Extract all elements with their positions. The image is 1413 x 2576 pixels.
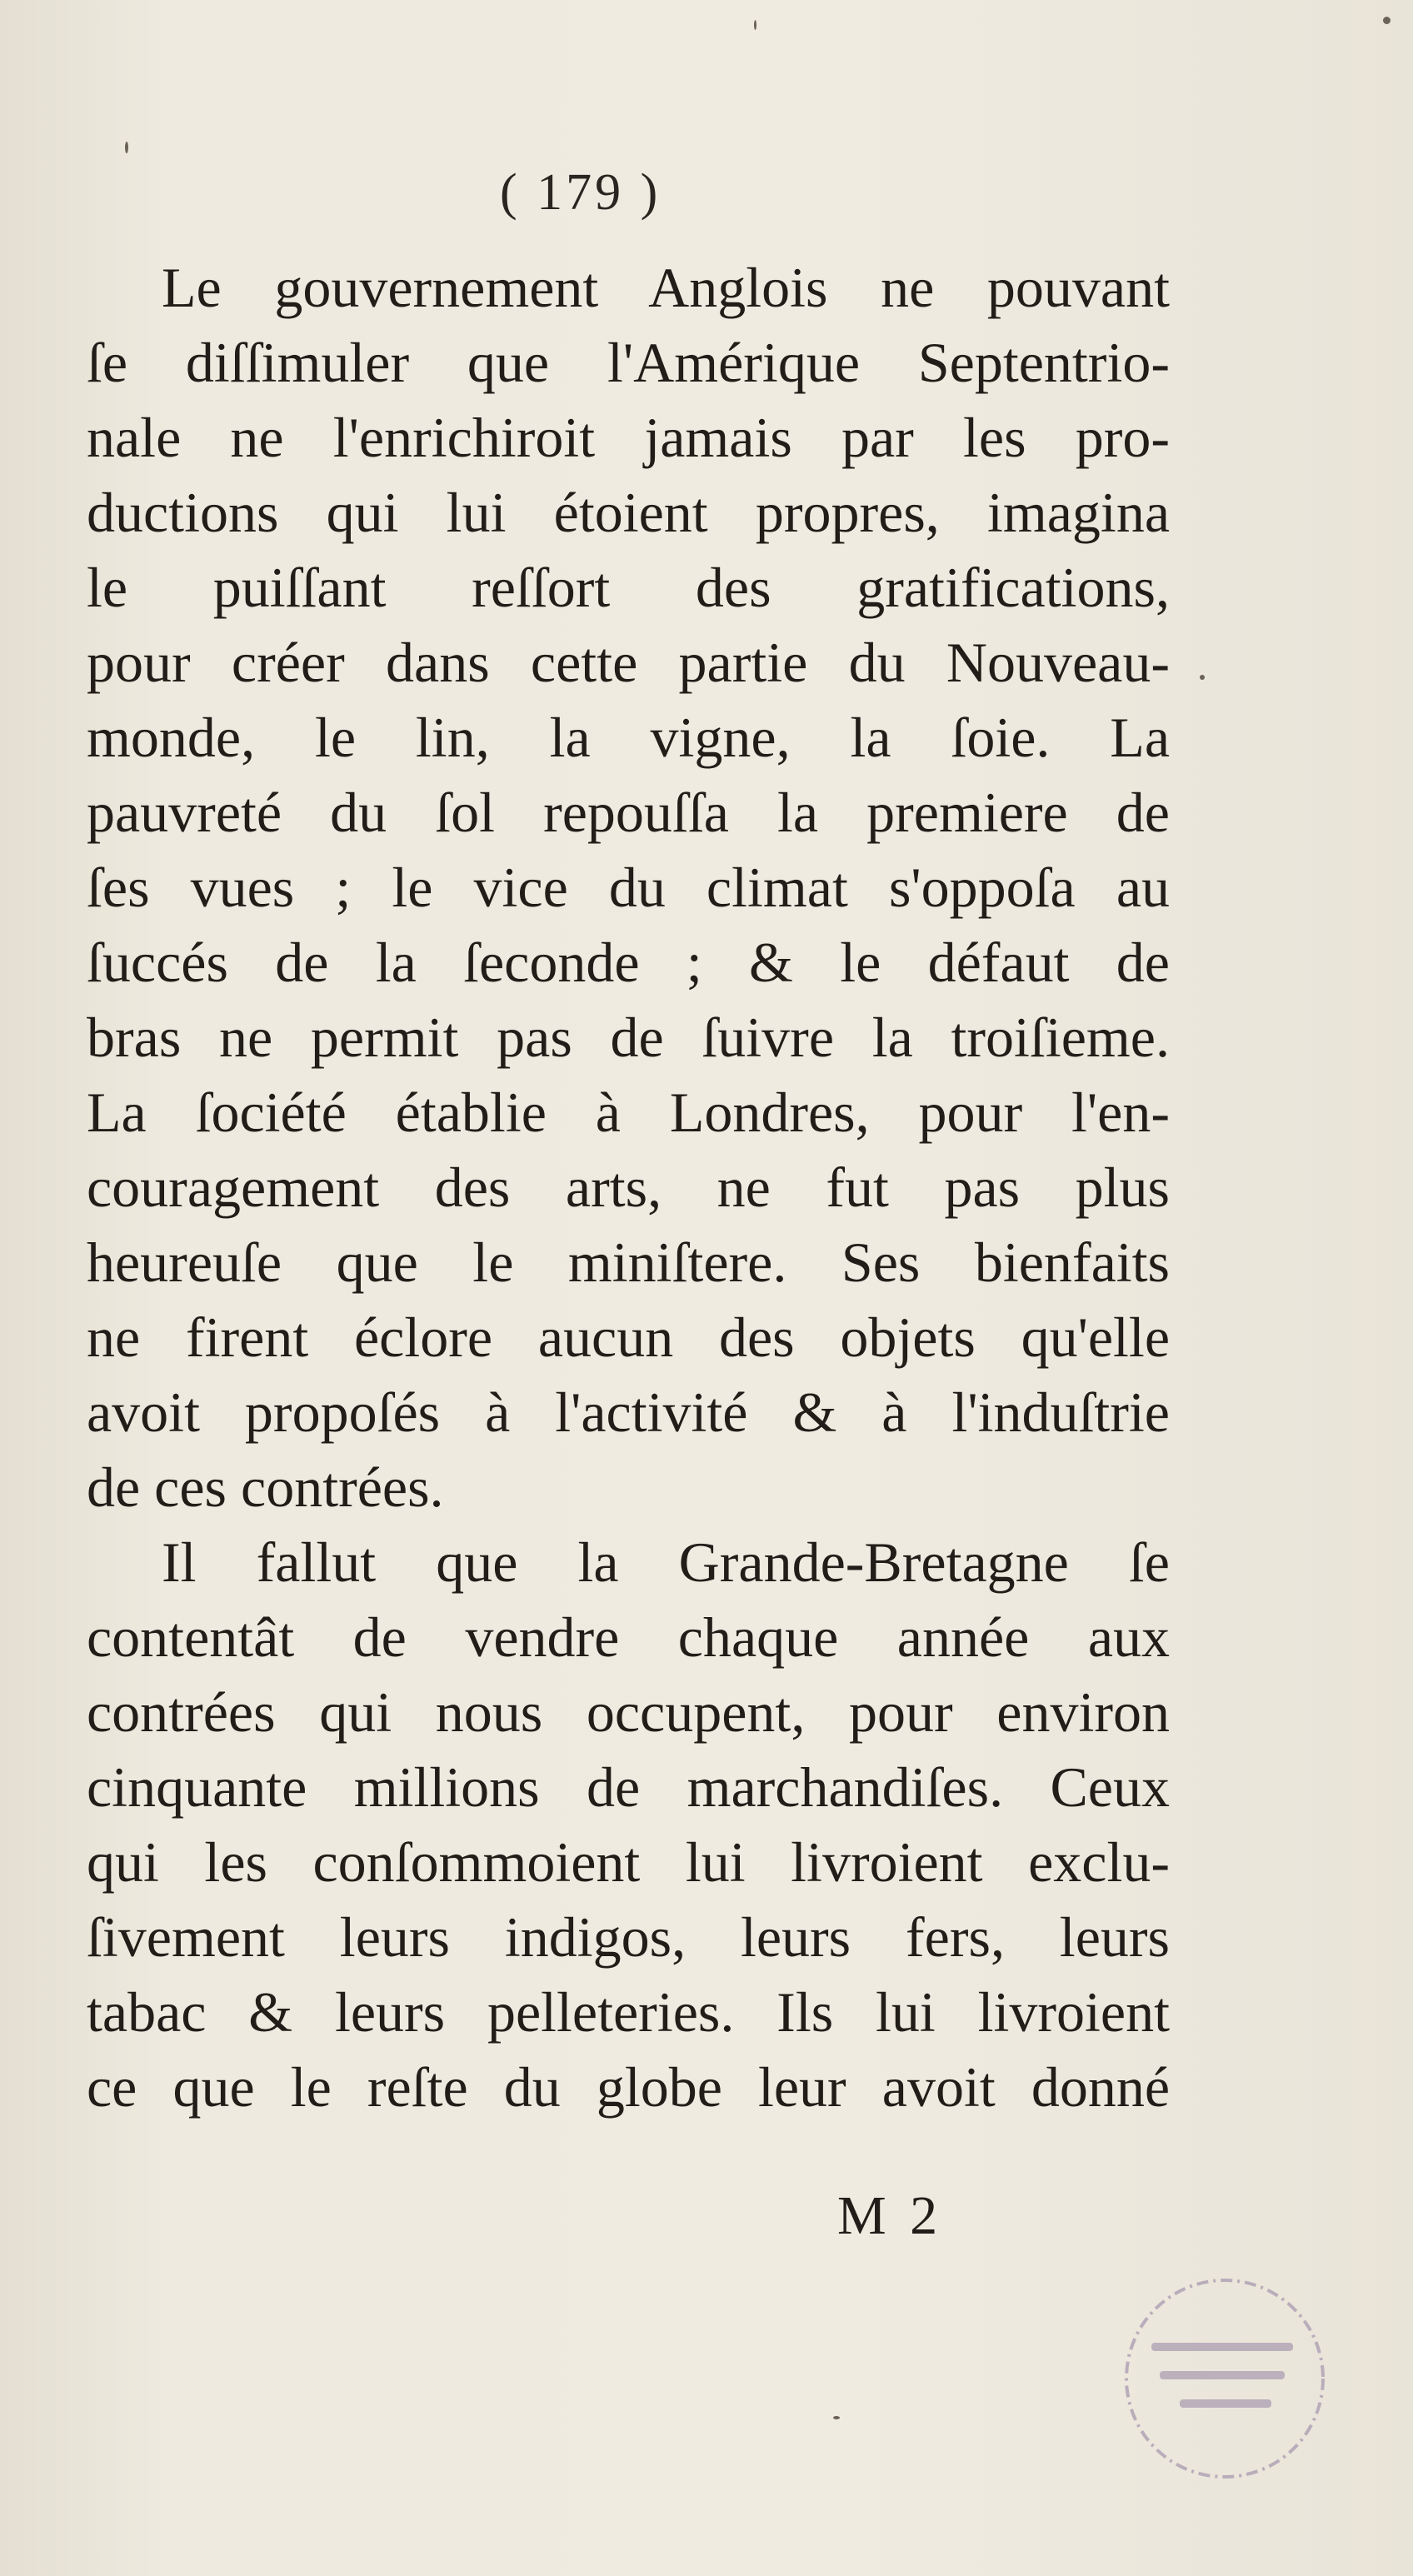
text-line: de ces contrées. [87, 1455, 444, 1519]
page-number: ( 179 ) [500, 164, 662, 221]
text-line: ſe diſſimuler que l'Amérique Septentrio- [87, 331, 1170, 394]
text-line: monde, le lin, la vigne, la ſoie. La [87, 706, 1170, 769]
paper-mark [125, 142, 128, 153]
text-line: contrées qui nous occupent, pour environ [87, 1680, 1170, 1744]
text-line: La ſociété établie à Londres, pour l'en- [87, 1081, 1170, 1144]
signature-mark: M 2 [837, 2185, 943, 2246]
paper-mark [833, 2416, 840, 2419]
paper-mark [1383, 17, 1391, 24]
text-line: bras ne permit pas de ſuivre la troiſieme. [87, 1006, 1170, 1069]
text-line: tabac & leurs pelleteries. Ils lui livroient [87, 1980, 1170, 2044]
text-line: heureuſe que le miniſtere. Ses bienfaits [87, 1231, 1170, 1294]
text-line: ne firent éclore aucun des objets qu'elle [87, 1305, 1170, 1369]
text-line: pour créer dans cette partie du Nouveau- [87, 631, 1170, 694]
text-line: Il fallut que la Grande-Bretagne ſe [162, 1530, 1170, 1594]
text-line: contentât de vendre chaque année aux [87, 1605, 1170, 1669]
paper-mark [754, 20, 756, 30]
body-text [87, 250, 1170, 2124]
text-line: qui les conſommoient lui livroient exclu- [87, 1830, 1170, 1894]
text-line: Le gouvernement Anglois ne pouvant [162, 256, 1170, 319]
text-line: cinquante millions de marchandiſes. Ceux [87, 1755, 1170, 1819]
library-stamp [1100, 2266, 1350, 2491]
text-line: avoit propoſés à l'activité & à l'induſtrie [87, 1380, 1170, 1444]
text-line: ce que le reſte du globe leur avoit donné [87, 2055, 1170, 2119]
text-line: ſes vues ; le vice du climat s'oppoſa au [87, 856, 1170, 919]
text-line: ſivement leurs indigos, leurs fers, leurs [87, 1905, 1170, 1969]
paper-mark [1200, 675, 1205, 680]
text-line: le puiſſant reſſort des gratifications, [87, 556, 1170, 619]
text-line: couragement des arts, ne fut pas plus [87, 1156, 1170, 1219]
text-line: ſuccés de la ſeconde ; & le défaut de [87, 931, 1170, 994]
text-line: pauvreté du ſol repouſſa la premiere de [87, 781, 1170, 844]
text-line: nale ne l'enrichiroit jamais par les pro- [87, 406, 1170, 469]
text-line: ductions qui lui étoient propres, imagina [87, 481, 1170, 544]
